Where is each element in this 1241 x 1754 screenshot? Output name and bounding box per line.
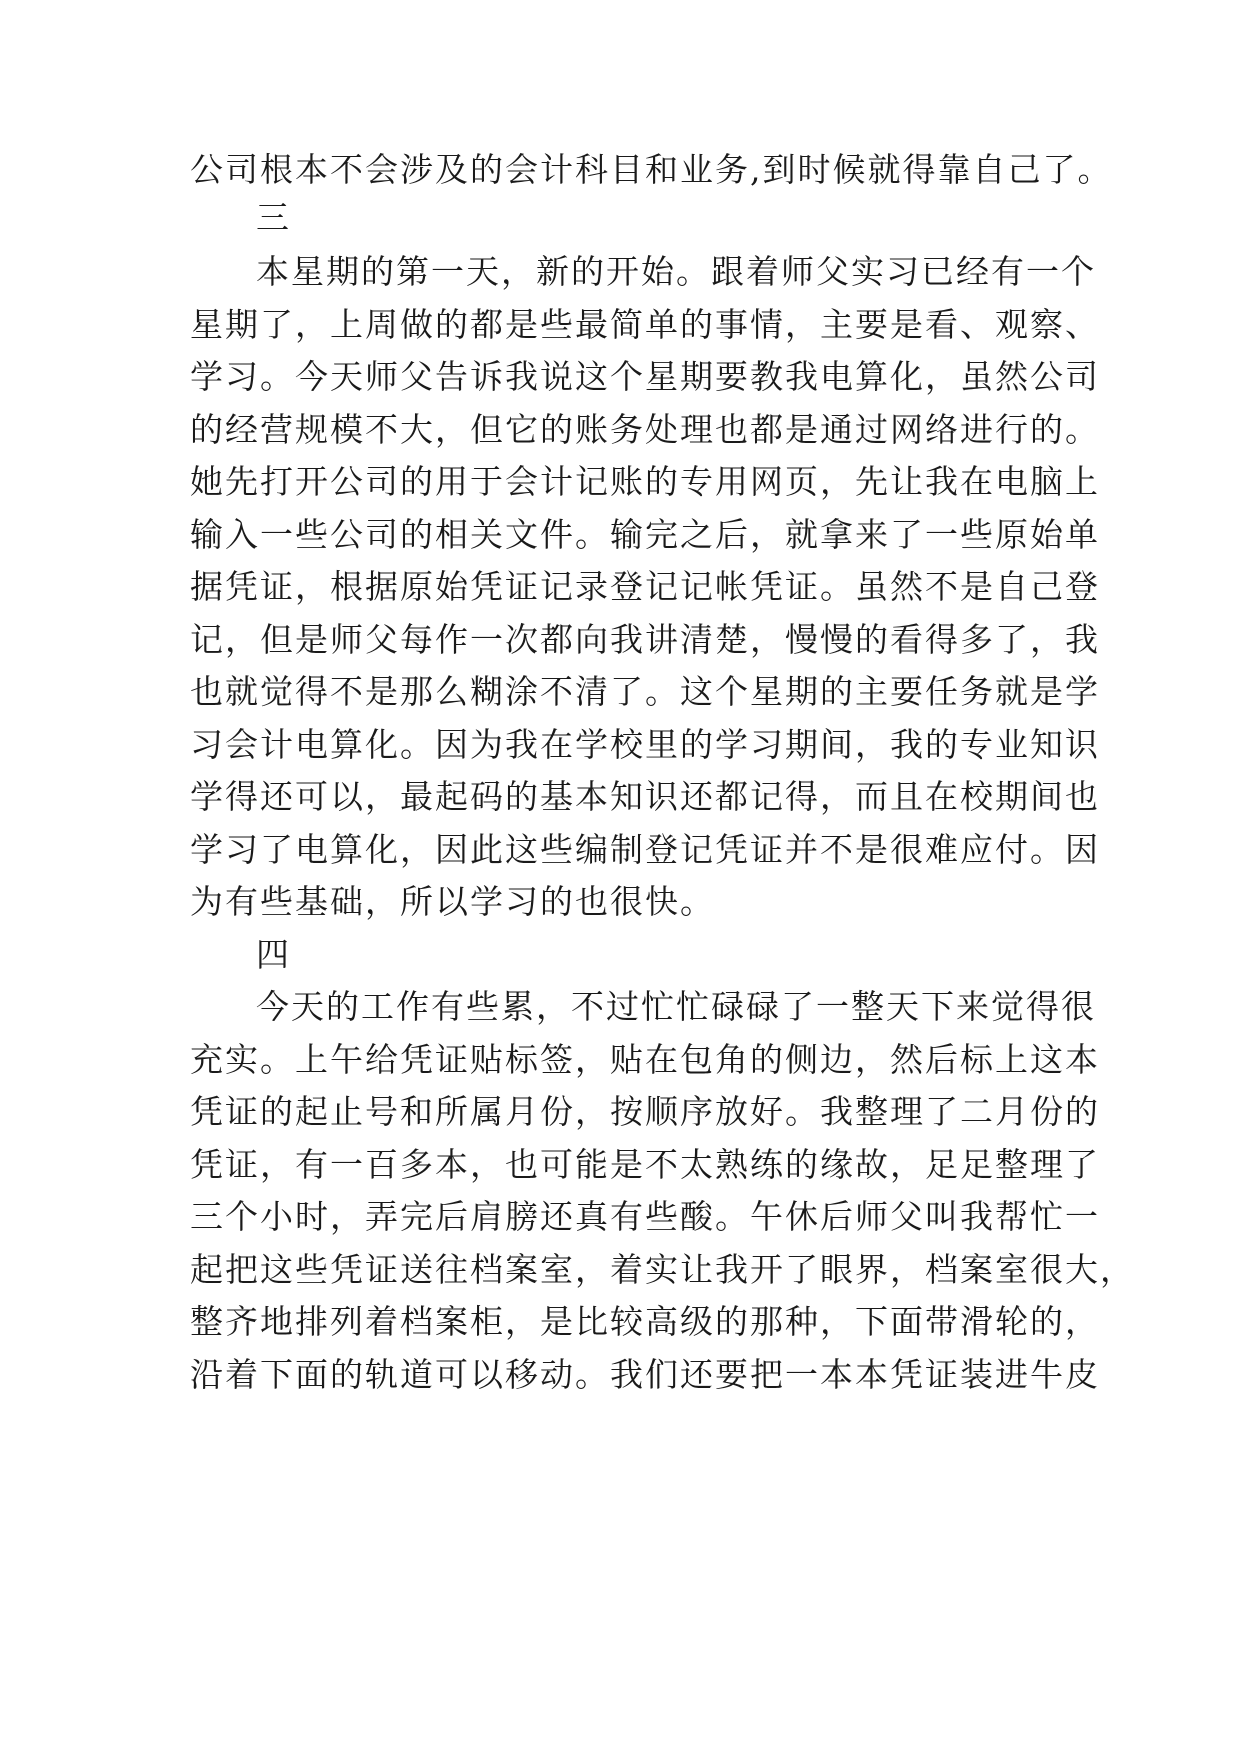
text-line: 为有些基础，所以学习的也很快。 [190,882,715,921]
text-line: 公司根本不会涉及的会计科目和业务,到时候就得靠自己了。 [190,150,1113,189]
text-line: 她先打开公司的用于会计记账的专用网页，先让我在电脑上 [190,462,1100,501]
text-line: 学习了电算化，因此这些编制登记凭证并不是很难应付。因 [190,830,1100,869]
section-heading: 三 [256,198,291,237]
text-line: 学得还可以，最起码的基本知识还都记得，而且在校期间也 [190,777,1100,816]
text-line: 今天的工作有些累，不过忙忙碌碌了一整天下来觉得很 [256,987,1096,1026]
text-line: 起把这些凭证送往档案室，着实让我开了眼界，档案室很大， [190,1250,1135,1289]
text-line: 星期了，上周做的都是些最简单的事情，主要是看、观察、 [190,305,1100,344]
text-line: 整齐地排列着档案柜，是比较高级的那种，下面带滑轮的， [190,1302,1100,1341]
text-line: 的经营规模不大，但它的账务处理也都是通过网络进行的。 [190,410,1100,449]
text-line: 凭证，有一百多本，也可能是不太熟练的缘故，足足整理了 [190,1145,1100,1184]
text-line: 习会计电算化。因为我在学校里的学习期间，我的专业知识 [190,725,1100,764]
text-line: 三个小时，弄完后肩膀还真有些酸。午休后师父叫我帮忙一 [190,1197,1100,1236]
section-heading: 四 [256,935,291,974]
text-line: 凭证的起止号和所属月份，按顺序放好。我整理了二月份的 [190,1092,1100,1131]
text-line: 记，但是师父每作一次都向我讲清楚，慢慢的看得多了，我 [190,620,1100,659]
text-line: 据凭证，根据原始凭证记录登记记帐凭证。虽然不是自己登 [190,567,1100,606]
text-line: 沿着下面的轨道可以移动。我们还要把一本本凭证装进牛皮 [190,1355,1100,1394]
text-line: 也就觉得不是那么糊涂不清了。这个星期的主要任务就是学 [190,672,1100,711]
text-line: 充实。上午给凭证贴标签，贴在包角的侧边，然后标上这本 [190,1040,1100,1079]
text-line: 学习。今天师父告诉我说这个星期要教我电算化，虽然公司 [190,357,1100,396]
text-line: 本星期的第一天，新的开始。跟着师父实习已经有一个 [256,252,1096,291]
text-line: 输入一些公司的相关文件。输完之后，就拿来了一些原始单 [190,515,1100,554]
